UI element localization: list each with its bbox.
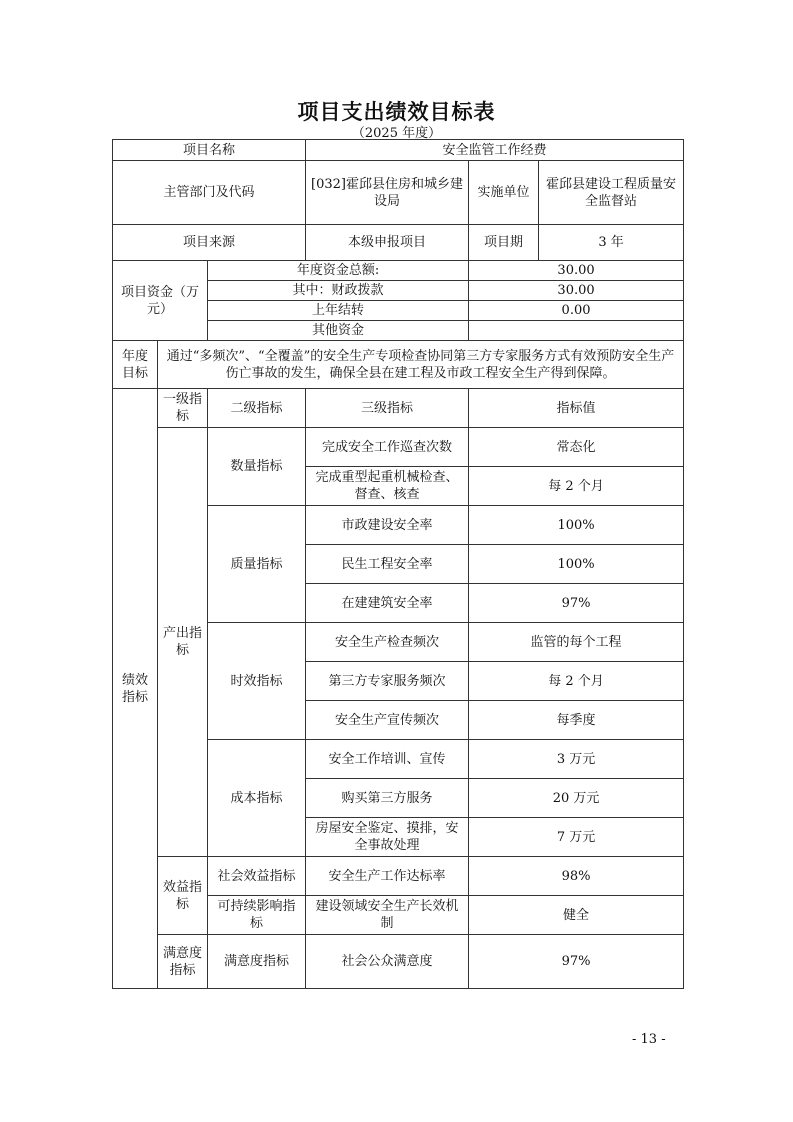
c3-value: 7 万元 [469, 818, 684, 857]
ql3-value: 97% [469, 584, 684, 623]
page-title: 项目支出绩效目标表 [297, 100, 496, 124]
funds-carry-label: 上年结转 [208, 301, 469, 321]
t3-value: 每季度 [469, 701, 684, 740]
social-label: 社会效益指标 [208, 857, 306, 896]
t3-name: 安全生产宣传频次 [306, 701, 469, 740]
project-name-value: 安全监管工作经费 [306, 140, 684, 161]
page-number: - 13 - [632, 1032, 666, 1047]
s1-value: 98% [469, 857, 684, 896]
impl-unit-label: 实施单位 [469, 161, 539, 225]
t1-value: 监管的每个工程 [469, 623, 684, 662]
period-value: 3 年 [539, 225, 684, 261]
sa1-value: 97% [469, 935, 684, 989]
impl-unit-value: 霍邱县建设工程质量安全监督站 [539, 161, 684, 225]
funds-other-value [469, 321, 684, 341]
dept-value: [032]霍邱县住房和城乡建设局 [306, 161, 469, 225]
c1-value: 3 万元 [469, 740, 684, 779]
t1-name: 安全生产检查频次 [306, 623, 469, 662]
ql1-name: 市政建设安全率 [306, 506, 469, 545]
q1-value: 常态化 [469, 428, 684, 467]
time-label: 时效指标 [208, 623, 306, 740]
satisfaction-sub-label: 满意度指标 [208, 935, 306, 989]
project-name-label: 项目名称 [113, 140, 306, 161]
header-level2: 二级指标 [208, 389, 306, 428]
s1-name: 安全生产工作达标率 [306, 857, 469, 896]
funds-carry-value: 0.00 [469, 301, 684, 321]
performance-target-table [112, 139, 684, 989]
funds-fiscal-label: 其中：财政拨款 [208, 281, 469, 301]
su1-value: 健全 [469, 896, 684, 935]
header-value: 指标值 [469, 389, 684, 428]
c3-name: 房屋安全鉴定、摸排，安全事故处理 [306, 818, 469, 857]
header-level3: 三级指标 [306, 389, 469, 428]
annual-goal-label: 年度目标 [113, 341, 158, 389]
annual-goal-text: 通过“多频次”、“全覆盖”的安全生产专项检查协同第三方专家服务方式有效预防安全生产伤亡事故的发生，确保全县在建工程及市政工程安全生产得到保障。 [158, 341, 684, 389]
table-row [113, 428, 684, 467]
quality-label: 质量指标 [208, 506, 306, 623]
ql2-value: 100% [469, 545, 684, 584]
header-level1: 一级指标 [158, 389, 208, 428]
sa1-name: 社会公众满意度 [306, 935, 469, 989]
indicators-label: 绩效指标 [113, 389, 158, 989]
ql2-name: 民生工程安全率 [306, 545, 469, 584]
table-row [113, 161, 684, 225]
table-row [113, 261, 684, 281]
table-row [113, 389, 684, 428]
q2-name: 完成重型起重机械检查、督查、核查 [306, 467, 469, 506]
funds-label: 项目资金（万元） [113, 261, 208, 341]
c2-name: 购买第三方服务 [306, 779, 469, 818]
page-subtitle: （2025 年度） [351, 126, 442, 141]
table-row [113, 225, 684, 261]
q2-value: 每 2 个月 [469, 467, 684, 506]
cost-label: 成本指标 [208, 740, 306, 857]
source-label: 项目来源 [113, 225, 306, 261]
ql1-value: 100% [469, 506, 684, 545]
funds-total-value: 30.00 [469, 261, 684, 281]
su1-name: 建设领域安全生产长效机制 [306, 896, 469, 935]
funds-other-label: 其他资金 [208, 321, 469, 341]
funds-fiscal-value: 30.00 [469, 281, 684, 301]
c1-name: 安全工作培训、宣传 [306, 740, 469, 779]
table-row [113, 341, 684, 389]
q1-name: 完成安全工作巡查次数 [306, 428, 469, 467]
period-label: 项目期 [469, 225, 539, 261]
quantity-label: 数量指标 [208, 428, 306, 506]
funds-total-label: 年度资金总额: [208, 261, 469, 281]
satisfaction-label: 满意度指标 [158, 935, 208, 989]
output-label: 产出指标 [158, 428, 208, 857]
ql3-name: 在建建筑安全率 [306, 584, 469, 623]
dept-label: 主管部门及代码 [113, 161, 306, 225]
benefit-label: 效益指标 [158, 857, 208, 935]
t2-value: 每 2 个月 [469, 662, 684, 701]
c2-value: 20 万元 [469, 779, 684, 818]
t2-name: 第三方专家服务频次 [306, 662, 469, 701]
table-row [113, 140, 684, 161]
sustain-label: 可持续影响指标 [208, 896, 306, 935]
source-value: 本级申报项目 [306, 225, 469, 261]
table-row [113, 857, 684, 896]
table-row [113, 935, 684, 989]
